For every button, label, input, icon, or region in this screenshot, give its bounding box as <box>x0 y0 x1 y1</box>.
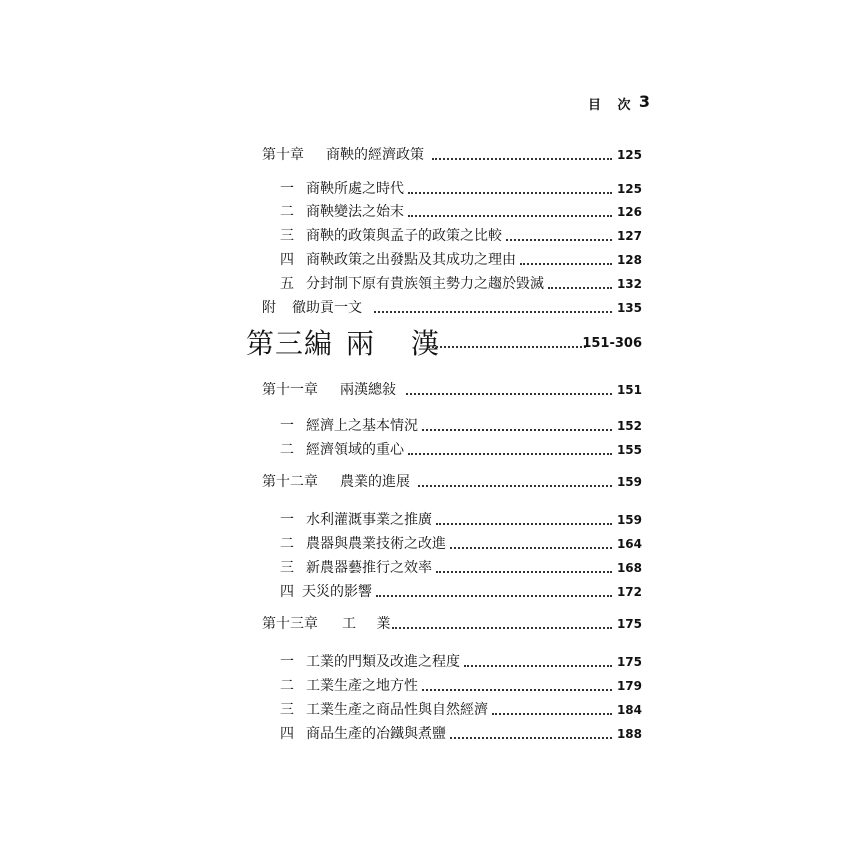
toc-section <box>280 248 642 272</box>
toc-leader-dots <box>492 713 612 715</box>
toc-section-title: 商鞅變法之始末 <box>306 204 404 220</box>
toc-section-title: 經濟上之基本情況 <box>306 418 418 434</box>
toc-leader-dots <box>418 485 612 487</box>
toc-section <box>280 272 642 296</box>
toc-section <box>280 532 642 556</box>
toc-page-number: 184 <box>616 703 642 717</box>
page-header <box>580 92 650 114</box>
running-header-label: 目 次 <box>588 98 637 113</box>
toc-chapter-label: 第十一章 <box>262 382 318 398</box>
toc-page-number: 152 <box>616 419 642 433</box>
toc-section <box>280 674 642 698</box>
toc-page-number: 155 <box>616 443 642 457</box>
toc-section-number: 二 <box>280 678 294 694</box>
toc-page-number: 164 <box>616 537 642 551</box>
toc-section-title: 商鞅的政策與孟子的政策之比較 <box>306 228 502 244</box>
toc-section <box>280 508 642 532</box>
toc-page-number: 159 <box>616 513 642 527</box>
toc-section-title: 新農器藝推行之效率 <box>306 560 432 576</box>
toc-leader-dots <box>432 158 612 160</box>
toc-leader-dots <box>376 595 612 597</box>
toc-appendix <box>262 296 642 320</box>
toc-section-number: 一 <box>280 512 294 528</box>
toc-page-number: 172 <box>616 585 642 599</box>
toc-leader-dots <box>520 263 612 265</box>
toc-section-number: 二 <box>280 536 294 552</box>
toc-section <box>280 200 642 224</box>
toc-part-title: 兩 漢 <box>346 327 453 360</box>
toc-chapter-label: 第十二章 <box>262 474 318 490</box>
toc-chapter-title: 農業的進展 <box>340 474 410 490</box>
toc-leader-dots <box>406 393 612 395</box>
toc-appendix-title: 徹助貢一文 <box>292 300 362 316</box>
toc-chapter-label: 第十三章 <box>262 616 318 632</box>
toc-section-number: 二 <box>280 442 294 458</box>
toc-page-number: 126 <box>616 205 642 219</box>
toc-section-number: 四 <box>280 584 294 600</box>
toc-section-number: 一 <box>280 418 294 434</box>
toc-page-number: 159 <box>616 475 642 489</box>
toc-leader-dots <box>506 239 612 241</box>
toc-page-number: 168 <box>616 561 642 575</box>
toc-leader-dots <box>436 523 612 525</box>
toc-page-number: 175 <box>616 655 642 669</box>
toc-page-number: 151 <box>616 383 642 397</box>
toc-page-number: 132 <box>616 277 642 291</box>
toc-leader-dots <box>428 346 586 348</box>
toc-section-title: 分封制下原有貴族領主勢力之趨於毀滅 <box>306 276 544 292</box>
toc-section <box>280 177 642 201</box>
toc-section <box>280 698 642 722</box>
toc-part-label: 第三編 <box>246 327 334 360</box>
toc-page-number: 127 <box>616 229 642 243</box>
toc-chapter-label: 第十章 <box>262 147 304 163</box>
toc-page-number: 128 <box>616 253 642 267</box>
toc-section-title: 工業生產之商品性與自然經濟 <box>306 702 488 718</box>
toc-section-title: 農器與農業技術之改進 <box>306 536 446 552</box>
toc-section-title: 工業生產之地方性 <box>306 678 418 694</box>
toc-section <box>280 580 642 604</box>
toc-leader-dots <box>450 737 612 739</box>
toc-page-number: 135 <box>616 301 642 315</box>
toc-page-number: 175 <box>616 617 642 631</box>
toc-leader-dots <box>392 627 612 629</box>
toc-section-title: 水利灌溉事業之推廣 <box>306 512 432 528</box>
toc-chapter-10 <box>262 143 642 167</box>
toc-page-number: 125 <box>616 148 642 162</box>
toc-section <box>280 438 642 462</box>
toc-section <box>280 722 642 746</box>
toc-section <box>280 650 642 674</box>
toc-section-number: 四 <box>280 252 294 268</box>
toc-leader-dots <box>408 453 612 455</box>
toc-page-number: 125 <box>616 182 642 196</box>
toc-section-title: 商鞅政策之出發點及其成功之理由 <box>306 252 516 268</box>
toc-appendix-label: 附 <box>262 300 276 316</box>
toc-leader-dots <box>422 429 612 431</box>
toc-section-title: 商品生產的冶鐵與煮鹽 <box>306 726 446 742</box>
toc-section-number: 二 <box>280 204 294 220</box>
toc-leader-dots <box>408 215 612 217</box>
toc-chapter-title: 兩漢總敍 <box>340 382 396 398</box>
toc-chapter-11 <box>262 378 642 402</box>
toc-section <box>280 556 642 580</box>
toc-leader-dots <box>436 571 612 573</box>
toc-page-number: 188 <box>616 727 642 741</box>
toc-leader-dots <box>464 665 612 667</box>
toc-page-range: 151-306 <box>582 336 642 351</box>
toc-section-number: 三 <box>280 560 294 576</box>
toc-section-number: 三 <box>280 228 294 244</box>
toc-part-3 <box>246 326 642 362</box>
toc-leader-dots <box>450 547 612 549</box>
toc-page-number: 179 <box>616 679 642 693</box>
toc-leader-dots <box>408 192 612 194</box>
toc-section-title: 工業的門類及改進之程度 <box>306 654 460 670</box>
toc-chapter-title: 商鞅的經濟政策 <box>326 147 424 163</box>
toc-leader-dots <box>374 311 612 313</box>
toc-section-number: 五 <box>280 276 294 292</box>
toc-section-number: 一 <box>280 181 294 197</box>
toc-section <box>280 414 642 438</box>
toc-section <box>280 224 642 248</box>
toc-leader-dots <box>422 689 612 691</box>
toc-chapter-12 <box>262 470 642 494</box>
toc-section-title: 商鞅所處之時代 <box>306 181 404 197</box>
page-number: 3 <box>638 92 650 111</box>
toc-leader-dots <box>548 287 612 289</box>
toc-chapter-title: 工 業 <box>342 616 399 632</box>
toc-section-number: 一 <box>280 654 294 670</box>
toc-section-number: 四 <box>280 726 294 742</box>
toc-chapter-13 <box>262 612 642 636</box>
toc-section-title: 天災的影響 <box>302 584 372 600</box>
toc-section-number: 三 <box>280 702 294 718</box>
toc-section-title: 經濟領域的重心 <box>306 442 404 458</box>
